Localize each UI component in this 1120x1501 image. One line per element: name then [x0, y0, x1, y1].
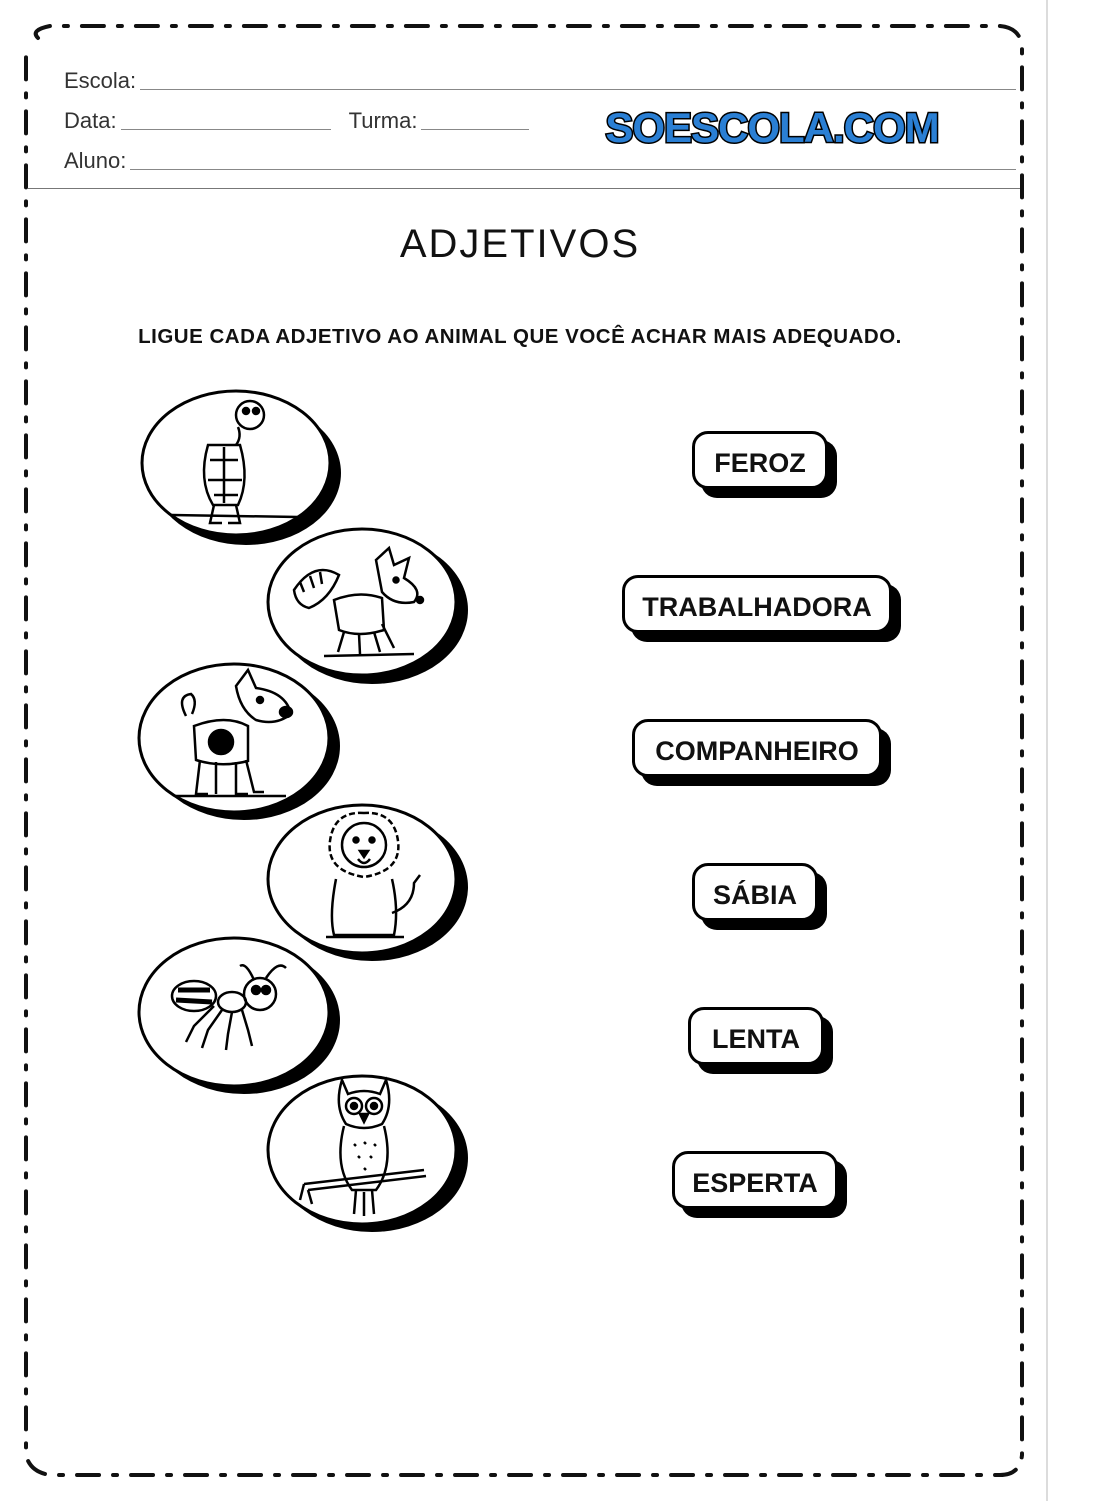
school-field: [64, 68, 1016, 94]
school-line[interactable]: [140, 88, 1016, 90]
header-divider: [28, 188, 1020, 189]
student-line[interactable]: [130, 168, 1016, 170]
school-label: Escola:: [64, 68, 137, 93]
date-line[interactable]: [121, 128, 331, 130]
adjective-esperta[interactable]: ESPERTA: [672, 1151, 838, 1209]
class-line[interactable]: [421, 128, 529, 130]
adjective-lenta[interactable]: LENTA: [688, 1007, 824, 1065]
logo-text: SOESCOLA.COM: [605, 104, 939, 151]
site-logo: [592, 100, 952, 154]
owl-icon: [264, 1066, 476, 1236]
student-label: Aluno:: [64, 148, 127, 173]
adjective-companheiro[interactable]: COMPANHEIRO: [632, 719, 882, 777]
owl-oval[interactable]: [264, 1066, 476, 1236]
date-label: Data:: [64, 108, 117, 133]
scan-edge: [1046, 0, 1048, 1501]
adjective-trabalhadora[interactable]: TRABALHADORA: [622, 575, 892, 633]
class-label: Turma:: [348, 108, 418, 133]
page-title: ADJETIVOS: [399, 222, 641, 266]
adjective-sabia[interactable]: SÁBIA: [692, 863, 818, 921]
date-field: [64, 108, 529, 134]
instruction-text: LIGUE CADA ADJETIVO AO ANIMAL QUE VOCÊ ACHAR MAIS ADEQUADO.: [138, 325, 902, 348]
adjective-feroz[interactable]: FEROZ: [692, 431, 828, 489]
